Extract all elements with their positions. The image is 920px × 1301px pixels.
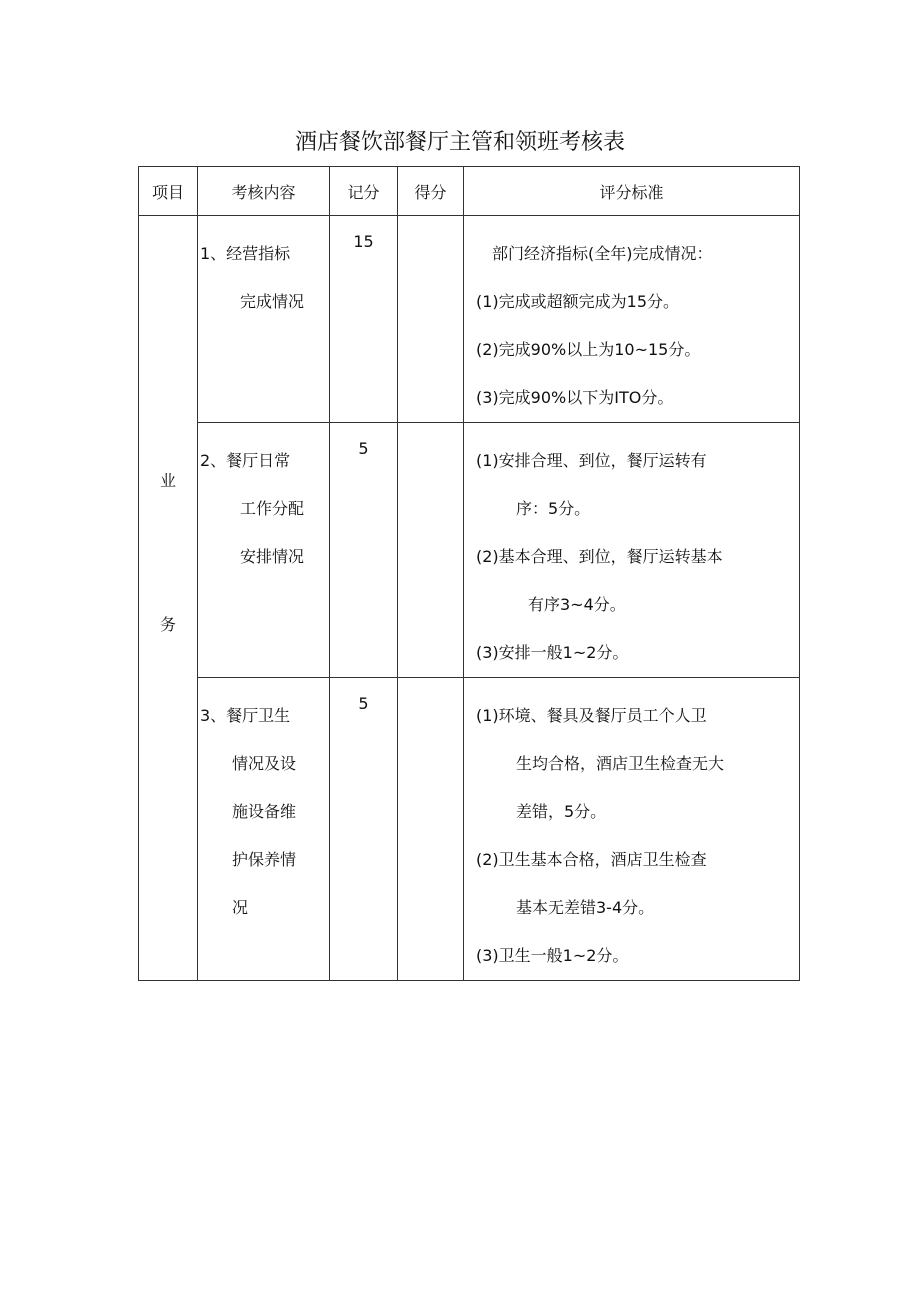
score-value: 5 bbox=[358, 694, 369, 713]
standard-line: 部门经济指标(全年)完成情况： bbox=[492, 244, 713, 263]
standard-line: (2)基本合理、到位，餐厅运转基本 bbox=[476, 547, 723, 566]
header-got: 得分 bbox=[398, 167, 464, 216]
page-title: 酒店餐饮部餐厅主管和领班考核表 bbox=[294, 130, 625, 155]
assessment-table bbox=[138, 166, 800, 981]
score-cell bbox=[330, 423, 398, 678]
got-cell bbox=[398, 423, 464, 678]
item-label-char: 务 bbox=[159, 615, 176, 634]
standard-line: (3)完成90%以下为ITO分。 bbox=[476, 388, 674, 407]
header-item: 项目 bbox=[139, 167, 198, 216]
score-cell bbox=[330, 216, 398, 423]
score-value: 5 bbox=[358, 439, 369, 458]
header-standard: 评分标准 bbox=[464, 167, 800, 216]
got-cell bbox=[398, 678, 464, 981]
standard-line: (1)环境、餐具及餐厅员工个人卫 bbox=[476, 706, 707, 725]
standard-line: (1)完成或超额完成为15分。 bbox=[476, 292, 680, 311]
standard-line: 差错，5分。 bbox=[516, 802, 607, 821]
standard-line: 序：5分。 bbox=[516, 499, 591, 518]
content-cell bbox=[198, 216, 330, 423]
standard-line: 生均合格，酒店卫生检查无大 bbox=[516, 754, 725, 773]
score-value: 15 bbox=[353, 232, 374, 251]
content-line: 施设备维 bbox=[232, 802, 297, 821]
content-line: 况 bbox=[232, 898, 249, 917]
item-label-char: 业 bbox=[159, 471, 176, 490]
standard-cell bbox=[464, 678, 800, 981]
header-content: 考核内容 bbox=[198, 167, 330, 216]
content-line: 1、经营指标 bbox=[200, 244, 291, 263]
content-line: 工作分配 bbox=[240, 499, 305, 518]
content-line: 护保养情 bbox=[232, 850, 297, 869]
standard-line: 基本无差错3-4分。 bbox=[516, 898, 655, 917]
table-row bbox=[139, 216, 800, 423]
content-line: 完成情况 bbox=[240, 292, 305, 311]
header-score: 记分 bbox=[330, 167, 398, 216]
got-cell bbox=[398, 216, 464, 423]
standard-cell bbox=[464, 216, 800, 423]
item-cell bbox=[139, 216, 198, 981]
standard-line: (1)安排合理、到位，餐厅运转有 bbox=[476, 451, 707, 470]
table-header-row bbox=[139, 167, 800, 216]
content-line: 情况及设 bbox=[232, 754, 297, 773]
content-line: 安排情况 bbox=[240, 547, 305, 566]
standard-line: (3)卫生一般1~2分。 bbox=[476, 946, 629, 965]
standard-line: (2)卫生基本合格，酒店卫生检查 bbox=[476, 850, 707, 869]
standard-line: (3)安排一般1~2分。 bbox=[476, 643, 629, 662]
content-line: 3、餐厅卫生 bbox=[200, 706, 291, 725]
standard-cell bbox=[464, 423, 800, 678]
content-cell bbox=[198, 678, 330, 981]
content-cell bbox=[198, 423, 330, 678]
content-line: 2、餐厅日常 bbox=[200, 451, 291, 470]
table-row bbox=[139, 678, 800, 981]
standard-line: 有序3~4分。 bbox=[528, 595, 626, 614]
score-cell bbox=[330, 678, 398, 981]
table-row bbox=[139, 423, 800, 678]
standard-line: (2)完成90%以上为10~15分。 bbox=[476, 340, 701, 359]
